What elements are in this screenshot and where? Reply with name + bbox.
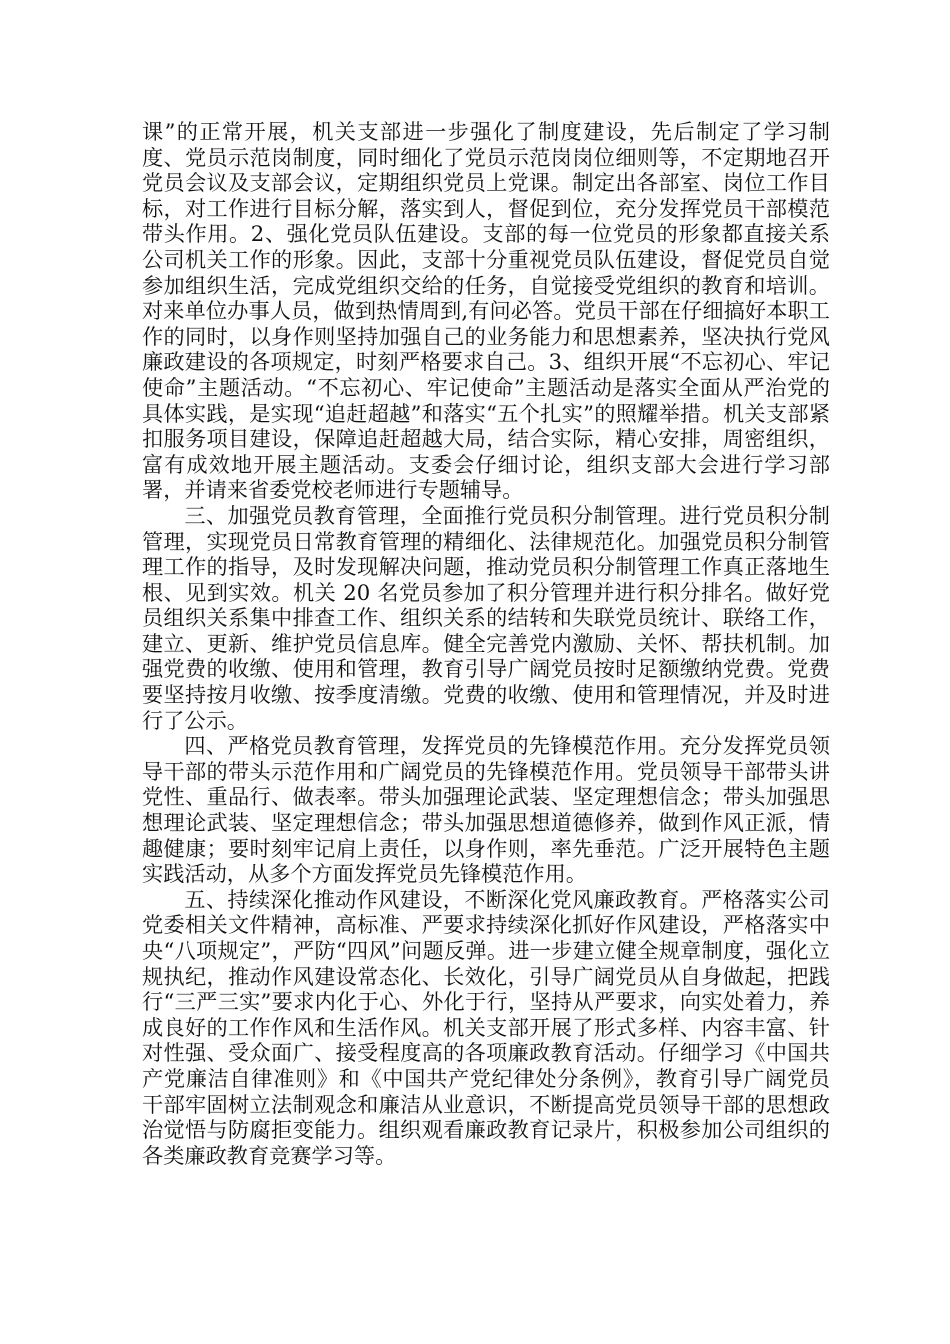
paragraph-continuation: 课”的正常开展，机关支部进一步强化了制度建设，先后制定了学习制度、党员示范岗制度，同时细化了党员示范岗岗位细则等，不定期地召开党员会议及支部会议，定期组织党员上党课。制定出各部室、岗位工作目标，对工作进行目标分解，落实到人，督促到位，充分发挥党员干部模范带头作用。2、强化党员队伍建设。支部的每一位党员的形象都直接关系公司机关工作的形象。因此，支部十分重视党员队伍建设，督促党员自觉参加组织生活，完成党组织交给的任务，自觉接受党组织的教育和培训。对来单位办事人员，做到热情周到,有问必答。党员干部在仔细搞好本职工作的同时，以身作则坚持加强自己的业务能力和思想素养，坚决执行党风廉政建设的各项规定，时刻严格要求自己。3、组织开展“不忘初心、牢记使命”主题活动。“不忘初心、牢记使命”主题活动是落实全面从严治党的具体实践，是实现“追赶超越”和落实“五个扎实”的照耀举措。机关支部紧扣服务项目建设，保障追赶超越大局，结合实际，精心安排，周密组织，富有成效地开展主题活动。支委会仔细讨论，组织支部大会进行学习部署，并请来省委党校老师进行专题辅导。 [142,119,831,503]
paragraph-section-three: 三、加强党员教育管理，全面推行党员积分制管理。进行党员积分制管理，实现党员日常教育管理的精细化、法律规范化。加强党员积分制管理工作的指导，及时发现解决问题，推动党员积分制管理工作真正落地生根、见到实效。机关 20 名党员参加了积分管理并进行积分排名。做好党员组织关系集中排查工作、组织关系的结转和失联党员统计、联络工作，建立、更新、维护党员信息库。健全完善党内激励、关怀、帮扶机制。加强党费的收缴、使用和管理，教育引导广阔党员按时足额缴纳党费。党费要坚持按月收缴、按季度清缴。党费的收缴、使用和管理情况，并及时进行了公示。 [142,502,830,733]
document-page [142,119,830,1168]
paragraph-section-five: 五、持续深化推动作风建设，不断深化党风廉政教育。严格落实公司党委相关文件精神，高标准、严要求持续深化抓好作风建设，严格落实中央“八项规定”，严防“四风”问题反弹。进一步建立健全规章制度，强化立规执纪，推动作风建设常态化、长效化，引导广阔党员从自身做起，把践行“三严三实”要求内化于心、外化于行，坚持从严要求，向实处着力，养成良好的工作作风和生活作风。机关支部开展了形式多样、内容丰富、针对性强、受众面广、接受程度高的各项廉政教育活动。仔细学习《中国共产党廉洁自律准则》和《中国共产党纪律处分条例》，教育引导广阔党员干部牢固树立法制观念和廉洁从业意识，不断提高党员领导干部的思想政治觉悟与防腐拒变能力。组织观看廉政教育记录片，积极参加公司组织的各类廉政教育竞赛学习等。 [142,886,830,1168]
paragraph-section-four: 四、严格党员教育管理，发挥党员的先锋模范作用。充分发挥党员领导干部的带头示范作用和广阔党员的先锋模范作用。党员领导干部带头讲党性、重品行、做表率。带头加强理论武装、坚定理想信念；带头加强思想理论武装、坚定理想信念；带头加强思想道德修养，做到作风正派，情趣健康；要时刻牢记肩上责任，以身作则，率先垂范。广泛开展特色主题实践活动，从多个方面发挥党员先锋模范作用。 [142,733,830,887]
